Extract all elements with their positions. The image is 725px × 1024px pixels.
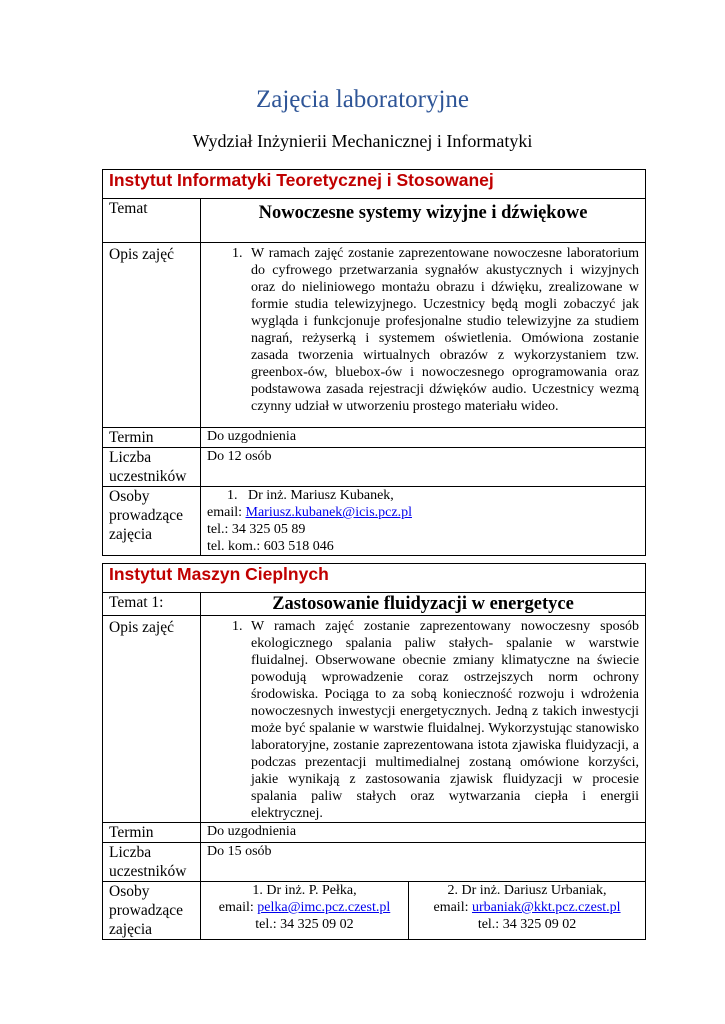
faculty-subtitle: Wydział Inżynierii Mechanicznej i Informatyki <box>192 131 533 151</box>
term-value: Do uzgodnienia <box>201 823 646 843</box>
email-link[interactable]: pelka@imc.pcz.czest.pl <box>257 900 391 915</box>
person-phone: tel.: 34 325 09 02 <box>255 917 354 932</box>
topic-label: Temat <box>103 199 201 243</box>
person-name: 2. Dr inż. Dariusz Urbaniak, <box>447 883 607 898</box>
person-cell-1 <box>201 882 409 940</box>
person-email <box>415 899 639 916</box>
term-label: Termin <box>103 428 201 448</box>
topic-title: Nowoczesne systemy wizyjne i dźwiękowe <box>201 199 646 243</box>
email-label: email: <box>207 505 246 520</box>
topic-label: Temat 1: <box>103 593 201 616</box>
person-cell-2 <box>409 882 646 940</box>
page-title: Zajęcia laboratoryjne <box>255 86 470 113</box>
description-label: Opis zajęć <box>103 616 201 823</box>
person-name-text: Dr inż. Mariusz Kubanek, <box>248 488 394 503</box>
person-phone: tel.: 34 325 05 89 <box>207 522 306 537</box>
participants-value: Do 12 osób <box>201 448 646 487</box>
participants-label: Liczba uczestników <box>103 843 201 882</box>
email-label: email: <box>433 900 472 915</box>
term-value: Do uzgodnienia <box>201 428 646 448</box>
section-table-icis <box>102 169 646 556</box>
description-item <box>207 245 639 415</box>
participants-label: Liczba uczestników <box>103 448 201 487</box>
list-number: 1. <box>232 246 243 261</box>
person-name: 1. Dr inż. P. Pełka, <box>252 883 357 898</box>
persons-cell <box>201 487 646 556</box>
email-label: email: <box>218 900 258 915</box>
person-phone: tel.: 34 325 09 02 <box>477 917 577 932</box>
person-name <box>207 487 639 504</box>
list-number: 1. <box>232 619 243 634</box>
email-link[interactable]: Mariusz.kubanek@icis.pcz.pl <box>245 505 412 520</box>
description-cell <box>201 243 646 428</box>
description-text: W ramach zajęć zostanie zaprezentowane nowoczesne laboratorium do cyfrowego przetwarzania sygnałów akustycznych i wizyjnych oraz do nieliniowego montażu obrazu i dźwięku, zrealizowane w formie studia telewizyjnego. Uczestnicy będą mogli zobaczyć jak wygląda i funkcjonuje profesjonalne studio telewizyjne za studiem nagrań, reżyserką i systemem oświetlenia. Omówiona zostanie zasada tworzenia wirtualnych obrazów z wykorzystaniem tzw. greenbox-ów, bluebox-ów i nowoczesnego oprogramowania oraz podstawowa zasada rejestracji dźwięków audio. Uczestnicy wezmą czynny udział w utworzeniu prostego materiału wideo. <box>251 246 640 414</box>
description-cell <box>201 616 646 823</box>
institute-heading: Instytut Maszyn Cieplnych <box>103 564 646 593</box>
term-label: Termin <box>103 823 201 843</box>
section-table-imc <box>102 563 646 940</box>
topic-title: Zastosowanie fluidyzacji w energetyce <box>201 593 646 616</box>
description-label: Opis zajęć <box>103 243 201 428</box>
persons-label: Osoby prowadzące zajęcia <box>103 487 201 556</box>
description-text: W ramach zajęć zostanie zaprezentowany nowoczesny sposób ekologicznego spalania paliw stałych- spalanie w warstwie fluidalnej. Obserwowane obecnie zmiany klimatyczne na świecie powodują wprowadzenie coraz ostrzejszych norm ochrony środowiska. Pociąga to za sobą konieczność rozwoju i wdrożenia nowoczesnych inwestycji energetycznych. Jedną z takich inwestycji może być spalanie w warstwie fluidalnej. Wykorzystując stanowisko laboratoryjne, zostanie zaprezentowana istota zjawiska fluidyzacji, a podczas prezentacji multimedialnej zostaną omówione korzyści, jakie wynikają z zastosowania zjawisk fluidyzacji w procesie spalania paliw stałych oraz wytwarzania ciepła i energii elektrycznej. <box>251 619 640 821</box>
list-number: 1. <box>227 488 238 503</box>
participants-value: Do 15 osób <box>201 843 646 882</box>
person-email <box>207 504 639 521</box>
person-email <box>207 899 402 916</box>
description-item <box>207 618 639 822</box>
email-link[interactable]: urbaniak@kkt.pcz.czest.pl <box>471 900 621 915</box>
institute-heading: Instytut Informatyki Teoretycznej i Stosowanej <box>103 170 646 199</box>
persons-label: Osoby prowadzące zajęcia <box>103 882 201 940</box>
person-mobile: tel. kom.: 603 518 046 <box>207 539 334 554</box>
